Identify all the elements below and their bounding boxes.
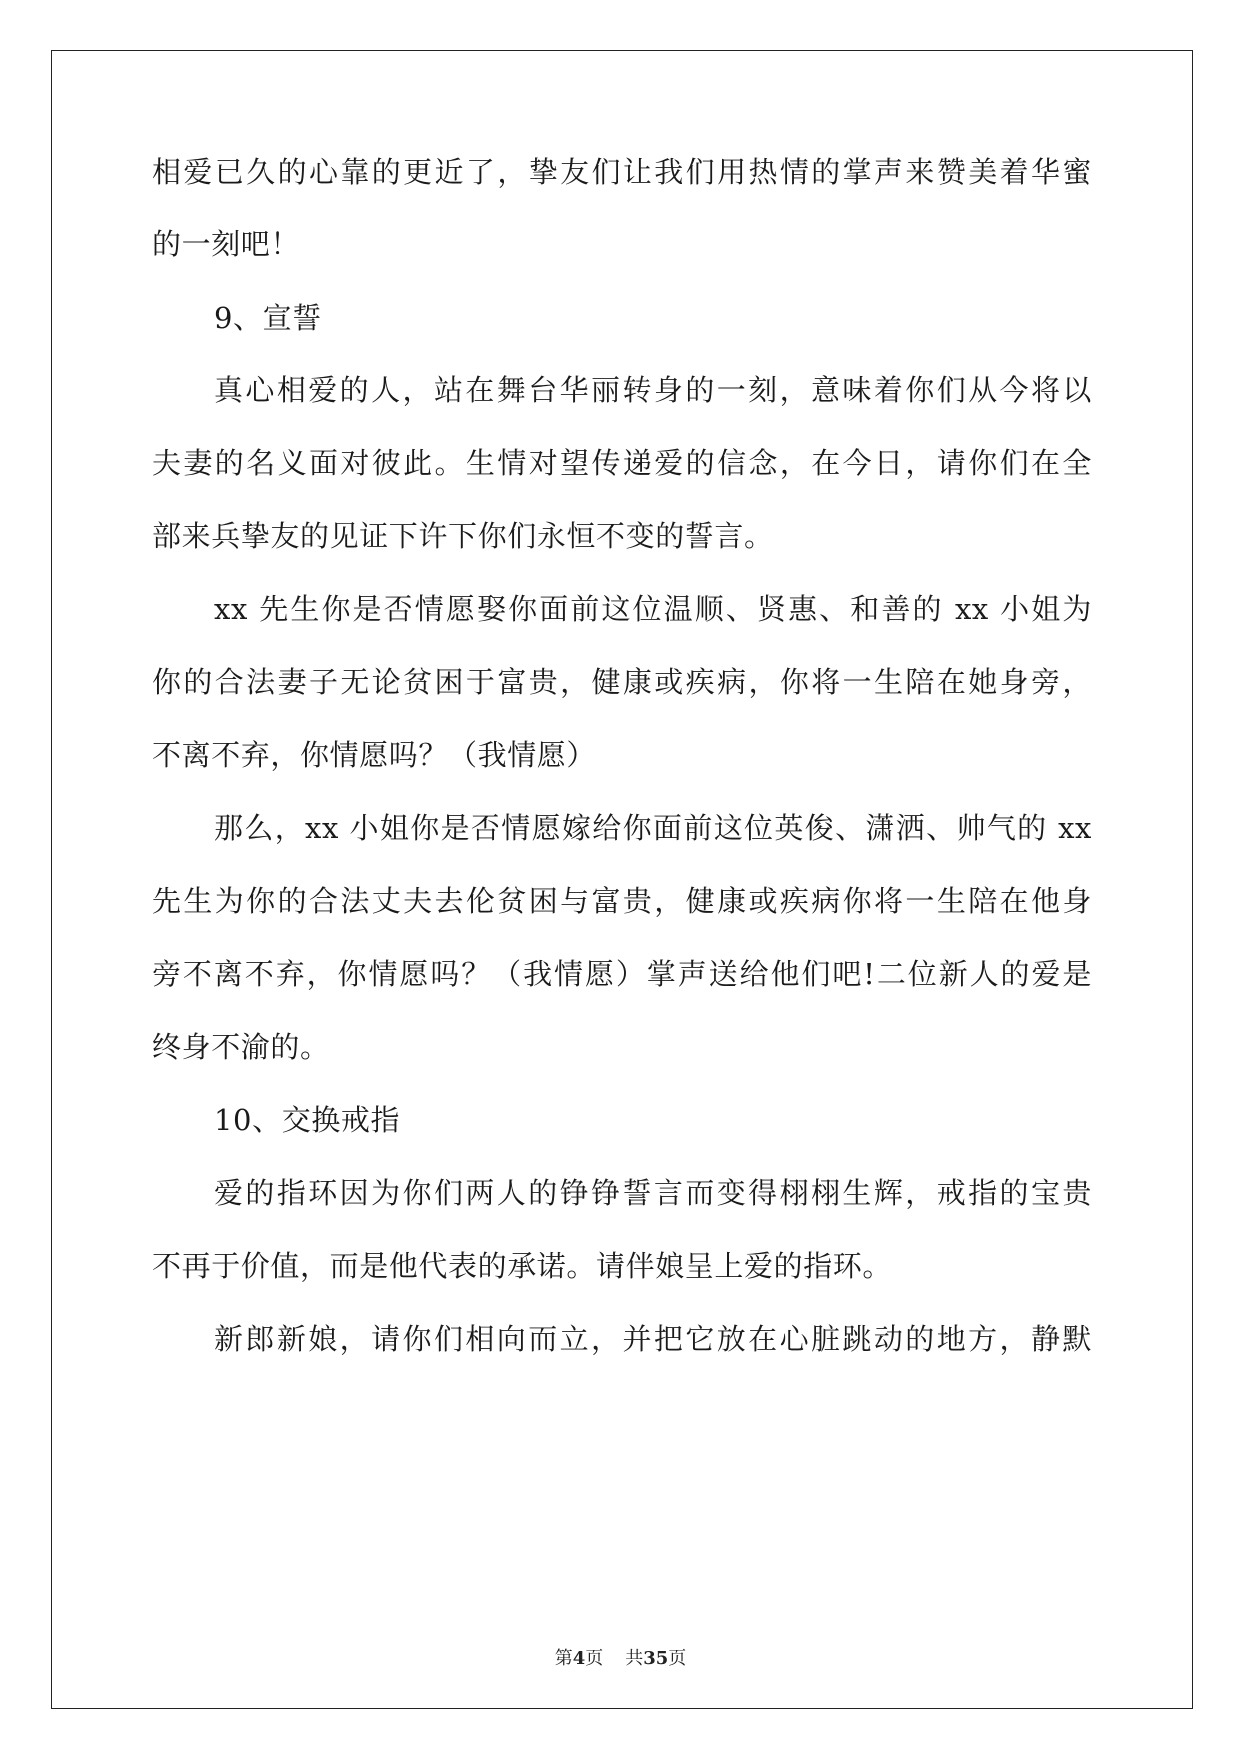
text-line: 爱的指环因为你们两人的铮铮誓言而变得栩栩生辉，戒指的宝贵	[214, 1176, 1092, 1210]
section-heading: 9、宣誓	[214, 301, 322, 335]
text-line: 新郎新娘，请你们相向而立，并把它放在心脏跳动的地方，静默	[214, 1322, 1092, 1356]
text-line: 先生为你的合法丈夫去伦贫困与富贵，健康或疾病你将一生陪在他身	[152, 884, 1092, 918]
page-footer	[0, 1647, 1241, 1671]
text-line: 你的合法妻子无论贫困于富贵，健康或疾病，你将一生陪在她身旁，	[152, 665, 1092, 699]
page-number: 4	[572, 1648, 586, 1669]
total-prefix: 共	[625, 1648, 644, 1669]
text-line: xx 先生你是否情愿娶你面前这位温顺、贤惠、和善的 xx 小姐为	[214, 592, 1092, 626]
page-prefix: 第	[554, 1648, 573, 1669]
text-line: 部来兵挚友的见证下许下你们永恒不变的誓言。	[152, 519, 774, 553]
text-line: 相爱已久的心靠的更近了，挚友们让我们用热情的掌声来赞美着华蜜	[152, 155, 1092, 189]
text-line: 旁不离不弃，你情愿吗？（我情愿）掌声送给他们吧!二位新人的爱是	[152, 957, 1092, 991]
text-line: 那么，xx 小姐你是否情愿嫁给你面前这位英俊、潇洒、帅气的 xx	[214, 811, 1092, 845]
text-line: 的一刻吧！	[152, 227, 301, 261]
section-heading: 10、交换戒指	[214, 1103, 401, 1137]
text-line: 终身不渝的。	[152, 1030, 330, 1064]
page-suffix: 页	[585, 1648, 604, 1669]
total-suffix: 页	[668, 1648, 687, 1669]
text-line: 不离不弃，你情愿吗？（我情愿）	[152, 738, 597, 772]
text-line: 真心相爱的人，站在舞台华丽转身的一刻，意味着你们从今将以	[214, 373, 1092, 407]
text-line: 夫妻的名义面对彼此。生情对望传递爱的信念，在今日，请你们在全	[152, 446, 1092, 480]
text-line: 不再于价值，而是他代表的承诺。请伴娘呈上爱的指环。	[152, 1249, 893, 1283]
total-pages: 35	[643, 1648, 669, 1669]
